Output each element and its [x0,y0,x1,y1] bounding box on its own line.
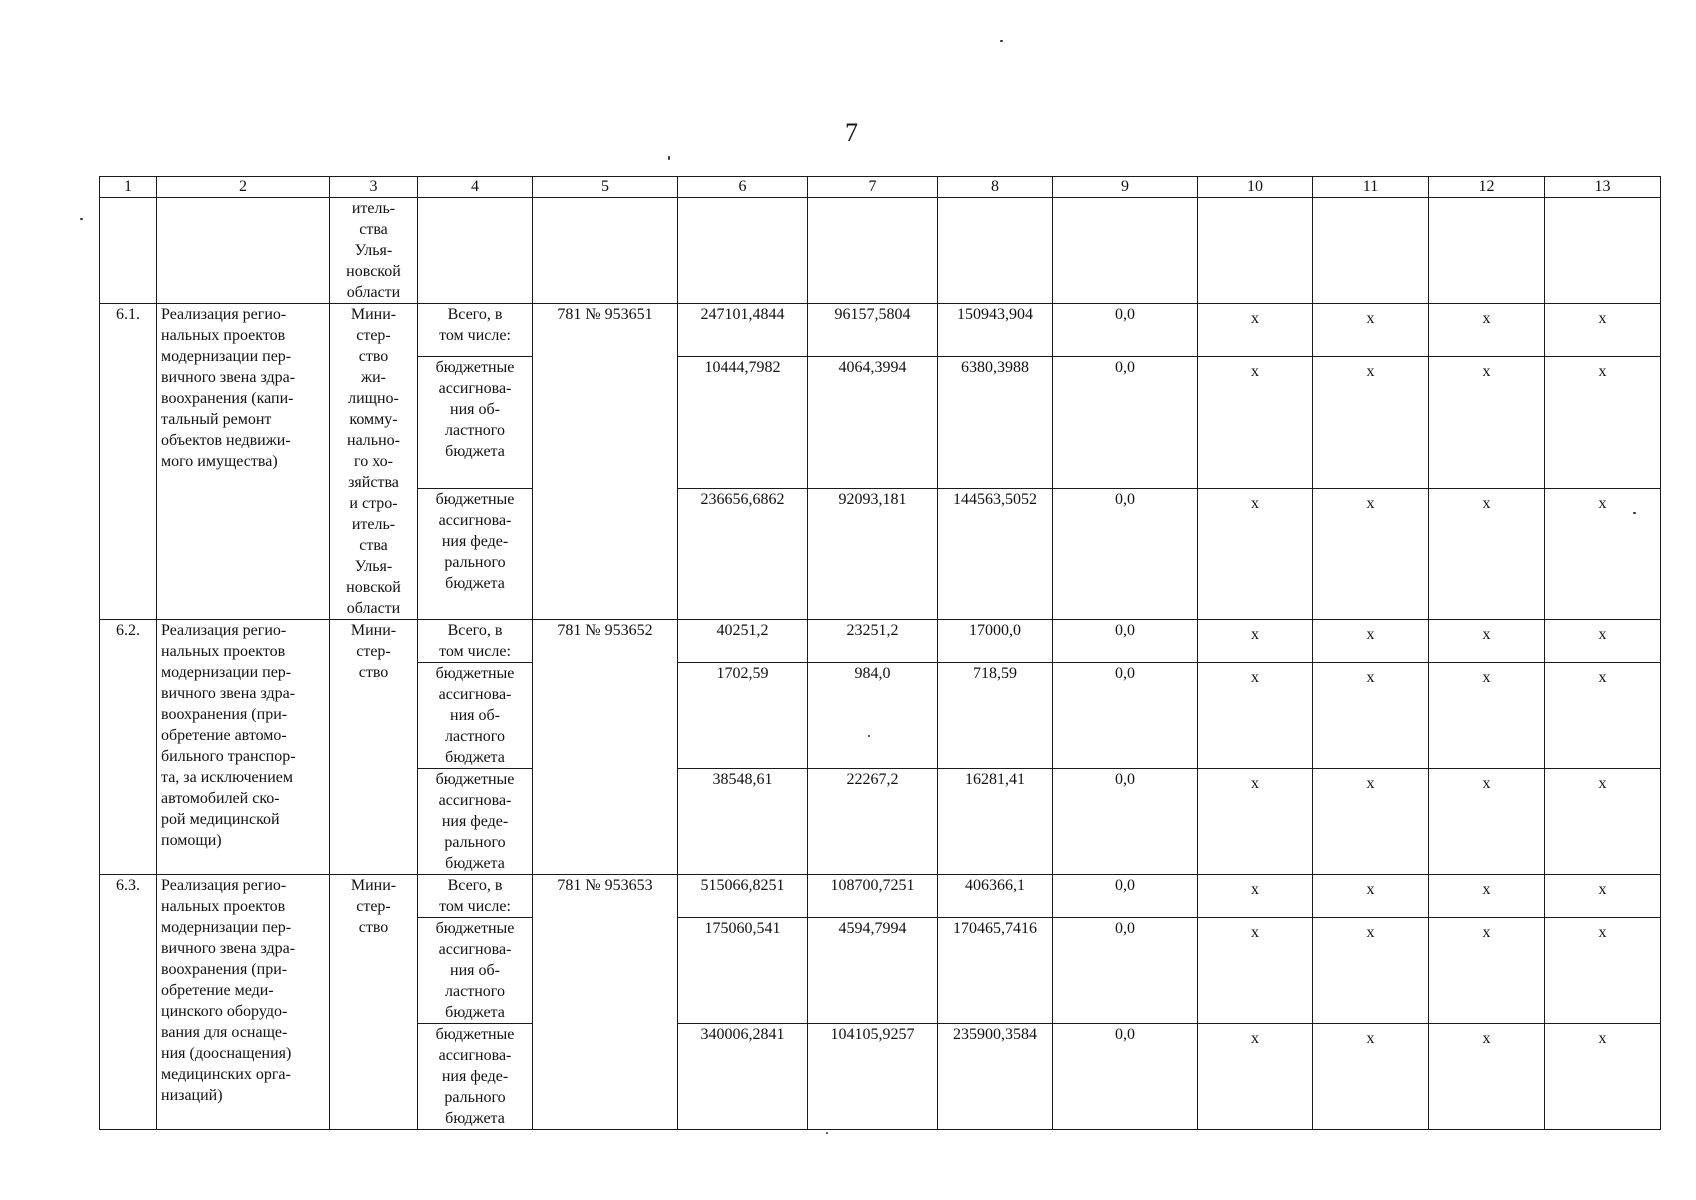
text-line: мого имущества) [161,453,278,470]
mark-col12: х [1429,918,1545,1024]
column-number: 11 [1313,177,1429,198]
text-line: Улья- [354,558,393,575]
text-line: том числе: [439,327,511,344]
text-line: Всего, в [447,306,503,323]
mark-col10: х [1198,918,1313,1024]
text-line: бюджетные [435,490,515,508]
funding-source [418,918,533,1024]
amount-col9: 0,0 [1053,357,1198,488]
text-line: стер- [356,643,391,660]
amount-col8: 170465,7416 [938,918,1053,1024]
text-line: рой медицинской [161,811,280,828]
mark-col10: х [1198,357,1313,488]
budget-code: 781 № 953651 [533,304,678,620]
text-line: модернизации пер- [161,919,292,936]
amount-col9: 0,0 [1053,1024,1198,1130]
text-line: Всего, в [447,877,503,894]
table-row [100,620,1661,663]
amount-col6: 40251,2 [678,620,808,663]
table-row [100,304,1661,357]
column-number-row [100,177,1661,198]
amount-col8: 16281,41 [938,769,1053,875]
text-line: ство [358,919,389,936]
cell [1545,198,1661,304]
column-number: 12 [1429,177,1545,198]
amount-col8: 406366,1 [938,875,1053,918]
responsible-ministry [330,875,418,1130]
column-number: 10 [1198,177,1313,198]
text-line: бюджета [445,749,505,766]
text-line: модернизации пер- [161,664,292,681]
text-line: зяйства [348,474,399,491]
text-line: рального [444,834,506,851]
amount-col7: 4594,7994 [808,918,938,1024]
text-line: ства [359,537,388,554]
text-line: модернизации пер- [161,348,292,365]
mark-col11: х [1313,663,1429,769]
responsible-ministry [330,620,418,875]
cell [678,198,808,304]
text-line: бюджетные [435,771,515,788]
budget-code: 781 № 953653 [533,875,678,1130]
cell [1429,198,1545,304]
text-line: ния (дооснащения) [161,1045,292,1062]
item-title [157,620,330,875]
text-line: ассигнова- [438,792,512,809]
mark-col10: х [1198,663,1313,769]
text-line: комму- [349,411,398,428]
mark-col13: х [1545,488,1661,619]
amount-col6: 236656,6862 [678,488,808,619]
mark-col13: х [1545,304,1661,357]
text-line: ластного [445,422,505,440]
text-line: бюджета [445,574,505,592]
mark-col13: х [1545,620,1661,663]
text-line: ния об- [450,962,500,979]
text-line: нальных проектов [161,898,286,915]
item-number: 6.2. [100,620,157,875]
column-number: 7 [808,177,938,198]
text-line: нально- [347,432,400,449]
text-line: цинского оборудо- [161,1003,288,1020]
amount-col9: 0,0 [1053,918,1198,1024]
text-line: ассигнова- [438,686,512,703]
column-number: 2 [157,177,330,198]
amount-col8: 718,59 [938,663,1053,769]
mark-col10: х [1198,304,1313,357]
budget-code: 781 № 953652 [533,620,678,875]
text-line: ства [359,221,388,238]
amount-col9: 0,0 [1053,620,1198,663]
mark-col10: х [1198,488,1313,619]
amount-col6: 340006,2841 [678,1024,808,1130]
cell [533,198,678,304]
text-line: стер- [356,898,391,915]
mark-col12: х [1429,1024,1545,1130]
mark-col11: х [1313,1024,1429,1130]
mark-col12: х [1429,357,1545,488]
text-line: ассигнова- [438,1047,512,1064]
text-line: автомобилей ско- [161,790,280,807]
amount-col8: 144563,5052 [938,488,1053,619]
cell [157,198,330,304]
mark-col12: х [1429,769,1545,875]
amount-col6: 247101,4844 [678,304,808,357]
table-row [100,875,1661,918]
amount-col8: 17000,0 [938,620,1053,663]
text-line: ство [358,348,389,365]
item-number: 6.3. [100,875,157,1130]
text-line: ния феде- [441,813,509,830]
funding-source [418,488,533,619]
column-number: 1 [100,177,157,198]
amount-col6: 38548,61 [678,769,808,875]
amount-col9: 0,0 [1053,769,1198,875]
funding-source [418,620,533,663]
text-line: воохранения (при- [161,961,288,978]
mark-col12: х [1429,620,1545,663]
amount-col8: 150943,904 [938,304,1053,357]
text-line: стер- [356,327,391,344]
amount-col9: 0,0 [1053,663,1198,769]
text-line: воохранения (при- [161,706,288,723]
text-line: та, за исключением [161,769,293,786]
mark-col10: х [1198,769,1313,875]
text-line: рального [444,1089,506,1106]
ministry-continuation [330,198,418,304]
text-line: ния феде- [441,532,509,550]
text-line: рального [444,553,506,571]
cell [808,198,938,304]
text-line: том числе: [439,643,511,660]
text-line: помощи) [161,832,222,849]
mark-col13: х [1545,769,1661,875]
text-line: Улья- [354,242,393,259]
cell [1313,198,1429,304]
mark-col12: х [1429,488,1545,619]
text-line: воохранения (капи- [161,390,294,407]
text-line: итель- [351,516,396,533]
amount-col6: 175060,541 [678,918,808,1024]
text-line: вичного звена здра- [161,940,296,957]
text-line: Мини- [350,306,397,323]
amount-col7: 108700,7251 [808,875,938,918]
amount-col6: 1702,59 [678,663,808,769]
amount-col6: 515066,8251 [678,875,808,918]
page-number: 7 [845,118,858,147]
text-line: обретение меди- [161,982,274,999]
mark-col10: х [1198,1024,1313,1130]
text-line: ния об- [450,401,500,419]
amount-col7: 23251,2 [808,620,938,663]
funding-source [418,875,533,918]
amount-col7: 92093,181 [808,488,938,619]
text-line: вичного звена здра- [161,369,296,386]
budget-table [99,176,1661,1130]
cell [1053,198,1198,304]
text-line: Мини- [350,622,397,639]
column-number: 8 [938,177,1053,198]
mark-col12: х [1429,875,1545,918]
cell [418,198,533,304]
text-line: бюджета [445,855,505,872]
text-line: ния феде- [441,1068,509,1085]
text-line: новской [346,263,401,280]
text-line: вания для оснаще- [161,1024,288,1041]
funding-source [418,769,533,875]
cell [938,198,1053,304]
table-body [100,177,1661,1130]
text-line: бюджета [445,1110,505,1127]
mark-col10: х [1198,875,1313,918]
text-line: ластного [445,728,505,745]
text-line: бюджетные [435,665,515,682]
mark-col11: х [1313,488,1429,619]
mark-col13: х [1545,875,1661,918]
text-line: Реализация регио- [161,877,287,894]
column-number: 5 [533,177,678,198]
text-line: Мини- [350,877,397,894]
text-line: лищно- [348,390,399,407]
amount-col7: 984,0 [808,663,938,769]
mark-col13: х [1545,663,1661,769]
mark-col12: х [1429,663,1545,769]
text-line: Реализация регио- [161,622,287,639]
text-line: медицинских орга- [161,1066,291,1083]
text-line: области [346,284,401,301]
column-number: 9 [1053,177,1198,198]
text-line: го хо- [354,453,393,470]
text-line: жи- [361,369,386,386]
text-line: том числе: [439,898,511,915]
funding-source [418,304,533,357]
text-line: ния об- [450,707,500,724]
mark-col11: х [1313,918,1429,1024]
amount-col9: 0,0 [1053,875,1198,918]
funding-source [418,663,533,769]
mark-col11: х [1313,304,1429,357]
text-line: бюджета [445,1004,505,1021]
mark-col11: х [1313,875,1429,918]
mark-col13: х [1545,918,1661,1024]
text-line: бильного транспор- [161,748,296,765]
item-title [157,875,330,1130]
text-line: новской [346,579,401,596]
text-line: тальный ремонт [161,411,272,428]
cell [1198,198,1313,304]
text-line: бюджетные [435,1026,515,1043]
continuation-row [100,198,1661,304]
text-line: области [346,600,401,617]
text-line: итель- [351,200,396,217]
text-line: бюджетные [435,359,515,377]
item-number: 6.1. [100,304,157,620]
amount-col7: 22267,2 [808,769,938,875]
text-line: и стро- [349,495,398,512]
mark-col13: х [1545,1024,1661,1130]
item-title [157,304,330,620]
amount-col7: 4064,3994 [808,357,938,488]
column-number: 6 [678,177,808,198]
mark-col12: х [1429,304,1545,357]
text-line: нальных проектов [161,643,286,660]
text-line: бюджета [445,443,505,461]
text-line: низаций) [161,1087,223,1104]
text-line: Всего, в [447,622,503,639]
cell [100,198,157,304]
text-line: ассигнова- [438,511,512,529]
amount-col9: 0,0 [1053,304,1198,357]
column-number: 4 [418,177,533,198]
mark-col11: х [1313,620,1429,663]
text-line: вичного звена здра- [161,685,296,702]
text-line: Реализация регио- [161,306,287,323]
funding-source [418,357,533,488]
text-line: ластного [445,983,505,1000]
amount-col7: 96157,5804 [808,304,938,357]
amount-col8: 235900,3584 [938,1024,1053,1130]
amount-col8: 6380,3988 [938,357,1053,488]
text-line: обретение автомо- [161,727,287,744]
amount-col9: 0,0 [1053,488,1198,619]
text-line: объектов недвижи- [161,432,291,449]
mark-col10: х [1198,620,1313,663]
text-line: ассигнова- [438,380,512,398]
text-line: ассигнова- [438,941,512,958]
responsible-ministry [330,304,418,620]
amount-col6: 10444,7982 [678,357,808,488]
funding-source [418,1024,533,1130]
mark-col11: х [1313,769,1429,875]
text-line: бюджетные [435,920,515,937]
column-number: 3 [330,177,418,198]
mark-col13: х [1545,357,1661,488]
column-number: 13 [1545,177,1661,198]
text-line: нальных проектов [161,327,286,344]
mark-col11: х [1313,357,1429,488]
amount-col7: 104105,9257 [808,1024,938,1130]
text-line: ство [358,664,389,681]
